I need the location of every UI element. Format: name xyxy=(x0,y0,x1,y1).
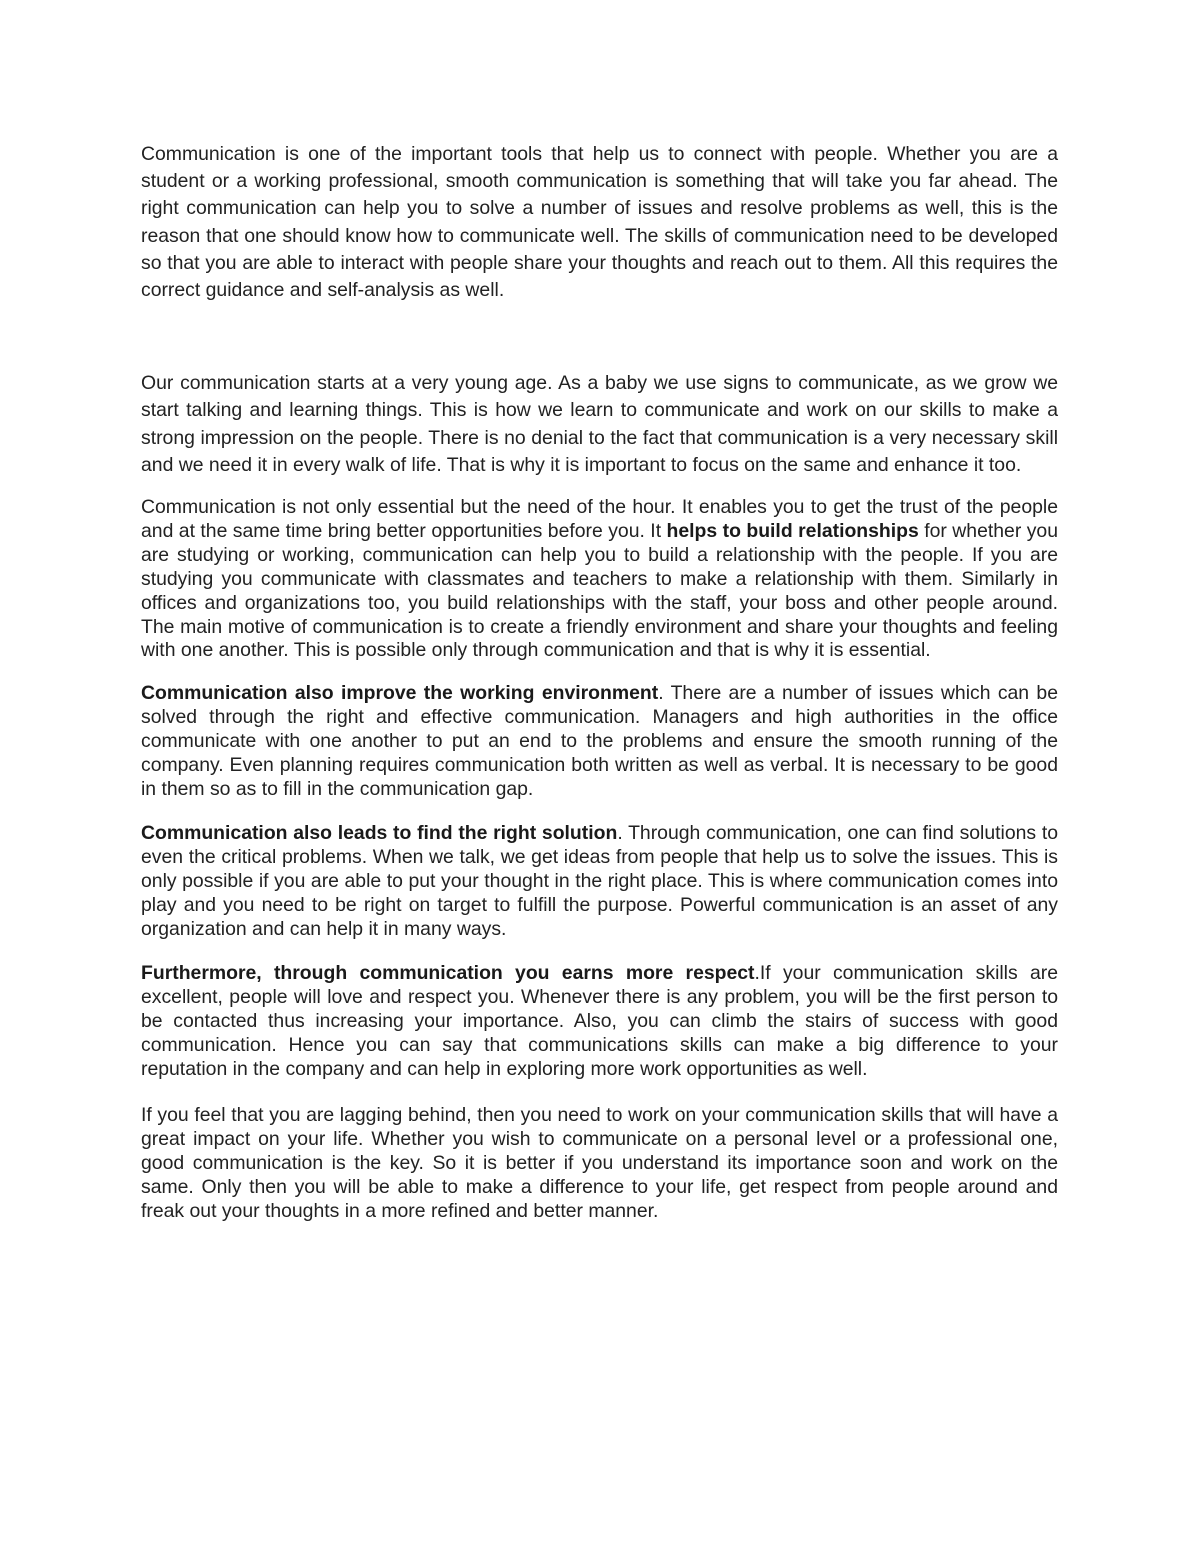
paragraph-working-environment xyxy=(141,682,1058,802)
paragraph-right-solution xyxy=(141,822,1058,942)
paragraph-text: .If your communication skills are excellent, people will love and respect you. Whenever there is any problem, you will be the first person to be contacted thus increasing your importance. Also, you can climb the stairs of success with good communication. Hence you can say that communications skills can make a big difference to your reputation in the company and can help in exploring more work opportunities as well. xyxy=(141,962,1058,1081)
bold-heading: Communication also leads to find the right solution xyxy=(141,821,618,844)
paragraph-conclusion: If you feel that you are lagging behind, then you need to work on your communication skills that will have a great impact on your life. Whether you wish to communicate on a personal level or a professional one, good communication is the key. So it is better if you understand its importance soon and work on the same. Only then you will be able to make a difference to your life, get respect from people around and freak out your thoughts in a more refined and better manner. xyxy=(141,1103,1058,1222)
paragraph-text: Communication is not only essential but the need of the hour. It enables you to get the trust of the people and at the same time bring better opportunities before you. It xyxy=(141,496,1058,542)
paragraph-intro: Communication is one of the important tools that help us to connect with people. Whether you are a student or a working professional, smooth communication is something that will take you far ahead. The right communication can help you to solve a number of issues and resolve problems as well, this is the reason that one should know how to communicate well. The skills of communication need to be developed so that you are able to interact with people share your thoughts and reach out to them. All this requires the correct guidance and self-analysis as well. xyxy=(141,143,1058,302)
paragraph-respect xyxy=(141,962,1058,1082)
paragraph-text: . There are a number of issues which can be solved through the right and effective communication. Managers and high authorities in the office communicate with one another to put an end to the problems and ensure the smooth running of the company. Even planning requires communication both written as well as verbal. It is necessary to be good in them so as to fill in the communication gap. xyxy=(141,682,1058,800)
bold-heading: Communication also improve the working environment xyxy=(141,682,659,705)
bold-phrase: helps to build relationships xyxy=(666,519,919,542)
paragraph-young-age: Our communication starts at a very young age. As a baby we use signs to communicate, as we grow we start talking and learning things. This is how we learn to communicate and work on our skills to make a strong impression on the people. There is no denial to the fact that communication is a very necessary skill and we need it in every walk of life. That is why it is important to focus on the same and enhance it too. xyxy=(141,372,1058,476)
bold-heading: Furthermore, through communication you earns more respect xyxy=(141,962,755,985)
paragraph-text: for whether you are studying or working, communication can help you to build a relationship with the people. If you are studying you communicate with classmates and teachers to make a relationship with them. Similarly in offices and organizations too, you build relationships with the staff, your boss and other people around. The main motive of communication is to create a friendly environment and share your thoughts and feeling with one another. This is possible only through communication and that is why it is essential. xyxy=(141,519,1058,662)
paragraph-text: . Through communication, one can find solutions to even the critical problems. When we talk, we get ideas from people that help us to solve the issues. This is only possible if you are able to put your thought in the right place. This is where communication comes into play and you need to be right on target to fulfill the purpose. Powerful communication is an asset of any organization and can help it in many ways. xyxy=(141,821,1058,940)
document-body xyxy=(141,141,1058,1224)
paragraph-relationships xyxy=(141,496,1058,663)
